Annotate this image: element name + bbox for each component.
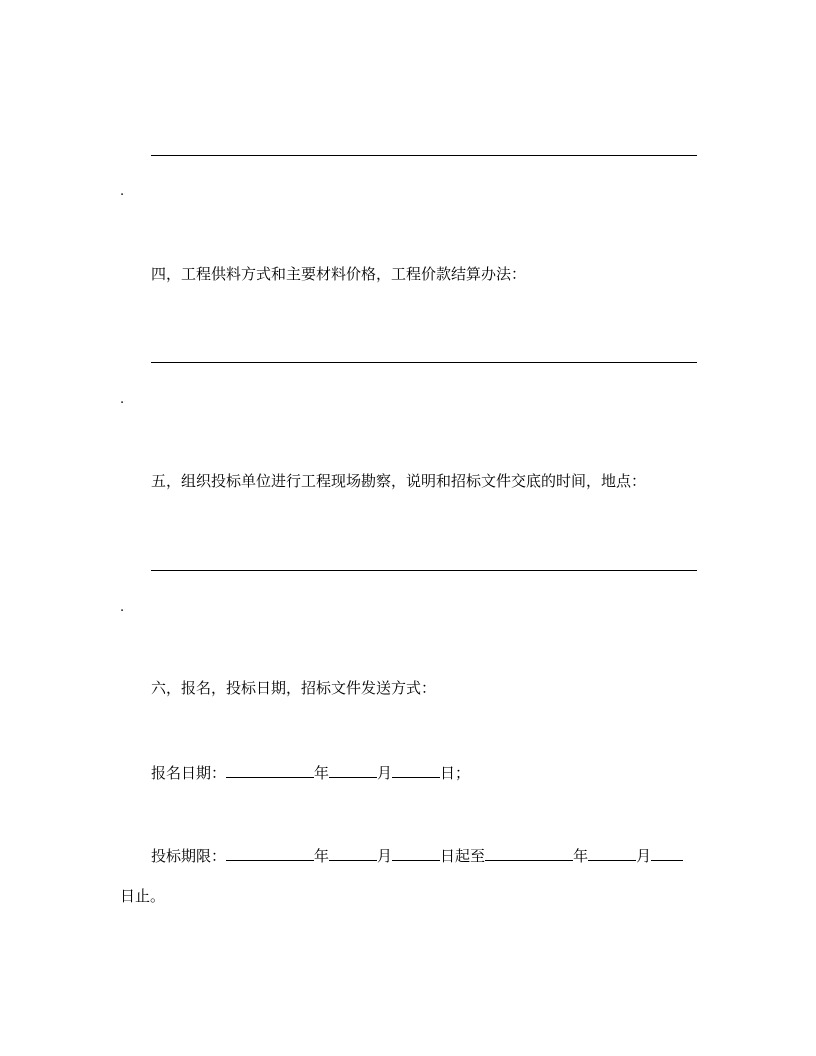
year-label: 年 [314,847,330,865]
section-5-heading: 五，组织投标单位进行工程现场勘察，说明和招标文件交底的时间，地点： [151,472,647,490]
bidding-end-day-blank[interactable] [651,844,683,861]
bidding-start-month-blank[interactable] [329,844,377,861]
fill-in-line [151,570,697,571]
section-4-heading: 四，工程供料方式和主要材料价格，工程价款结算办法： [151,265,527,283]
registration-date-label: 报名日期： [151,764,227,782]
month-label: 月 [377,764,393,782]
bidding-start-year-blank[interactable] [226,844,314,861]
bidding-start-day-blank[interactable] [392,844,440,861]
paragraph-mark: . [120,184,125,199]
bidding-period-row [151,844,683,866]
month-label: 月 [377,847,393,865]
bidding-end-year-blank[interactable] [485,844,573,861]
bidding-period-label: 投标期限： [151,847,227,865]
year-label: 年 [314,764,330,782]
bidding-end-month-blank[interactable] [588,844,636,861]
paragraph-mark: . [120,392,125,407]
month-label: 月 [636,847,652,865]
fill-in-line [151,155,697,156]
registration-year-blank[interactable] [226,761,314,778]
fill-in-line [151,362,697,363]
day-from-label: 日起至 [440,847,486,865]
section-6-heading: 六，报名，投标日期，招标文件发送方式： [151,679,437,697]
bidding-period-ending: 日止。 [120,887,166,905]
paragraph-mark: . [120,600,125,615]
registration-month-blank[interactable] [329,761,377,778]
day-label: 日； [440,764,471,782]
registration-date-row [151,761,470,783]
registration-day-blank[interactable] [392,761,440,778]
year-label: 年 [573,847,589,865]
